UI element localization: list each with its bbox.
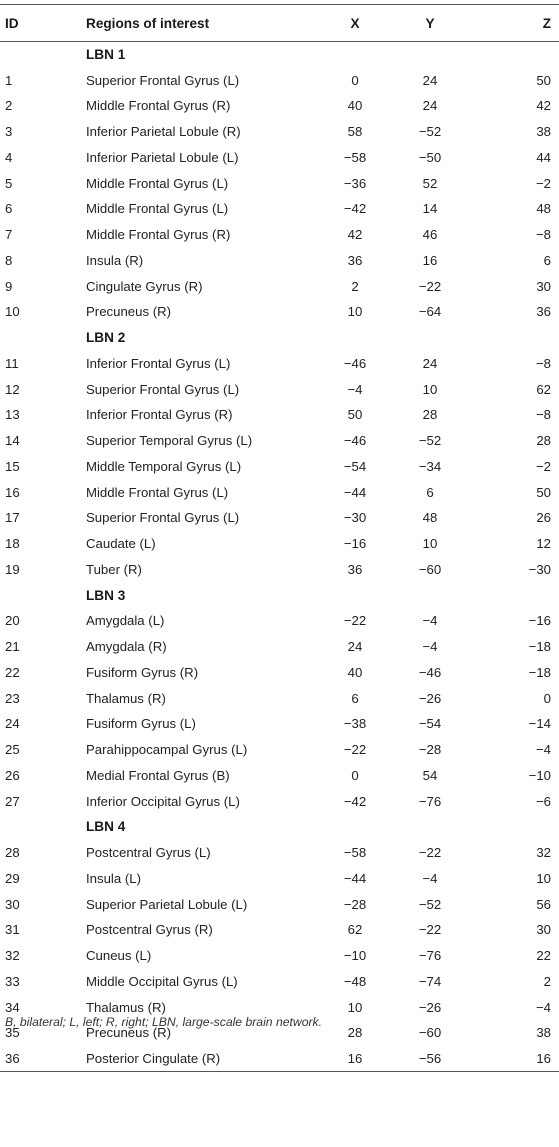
row-x: −54 [343, 458, 367, 474]
header-y: Y [388, 5, 472, 42]
table-row [0, 402, 559, 428]
row-y: 16 [422, 252, 438, 268]
row-region: Inferior Parietal Lobule (R) [86, 124, 241, 140]
table-row [0, 943, 559, 969]
table-row [0, 1046, 559, 1072]
row-x: 10 [347, 304, 363, 320]
row-y: −4 [422, 870, 438, 886]
row-region: Postcentral Gyrus (L) [86, 845, 211, 861]
table-row [0, 145, 559, 171]
table-row [0, 840, 559, 866]
row-id: 12 [5, 381, 20, 397]
row-y: 10 [422, 381, 438, 397]
group-name: LBN 4 [86, 819, 126, 835]
group-empty-cell [0, 42, 78, 68]
row-region: Superior Temporal Gyrus (L) [86, 433, 253, 449]
row-region: Insula (R) [86, 252, 144, 268]
table-row [0, 737, 559, 763]
row-z: 50 [536, 72, 551, 88]
table-row [0, 531, 559, 557]
table-row [0, 376, 559, 402]
row-z: 2 [543, 973, 551, 989]
row-id: 4 [5, 149, 13, 165]
table-row [0, 479, 559, 505]
row-id: 17 [5, 510, 20, 526]
row-id: 29 [5, 870, 20, 886]
row-x: −42 [343, 793, 367, 809]
row-y: −34 [418, 458, 442, 474]
row-y: −60 [418, 1025, 442, 1041]
row-region: Middle Frontal Gyrus (R) [86, 98, 231, 114]
row-z: 48 [536, 201, 551, 217]
row-z: 26 [536, 510, 551, 526]
row-y: 24 [422, 98, 438, 114]
row-z: 30 [536, 922, 551, 938]
row-region: Amygdala (L) [86, 613, 165, 629]
row-region: Medial Frontal Gyrus (B) [86, 767, 230, 783]
row-x: 0 [351, 72, 359, 88]
row-y: −26 [418, 690, 442, 706]
row-z: 32 [536, 845, 551, 861]
header-z: Z [472, 5, 559, 42]
row-y: −60 [418, 561, 442, 577]
row-region: Fusiform Gyrus (R) [86, 664, 199, 680]
table-row [0, 299, 559, 325]
group-header-row [0, 42, 559, 68]
row-y: −22 [418, 922, 442, 938]
row-id: 11 [5, 355, 19, 371]
row-z: 38 [536, 1025, 551, 1041]
row-y: 28 [422, 407, 438, 423]
row-region: Superior Parietal Lobule (L) [86, 896, 248, 912]
row-region: Posterior Cingulate (R) [78, 1046, 322, 1072]
table-row [0, 67, 559, 93]
table-row [0, 788, 559, 814]
group-header-row [0, 814, 559, 840]
row-x: 0 [351, 767, 359, 783]
row-x: −22 [343, 613, 367, 629]
row-z: −4 [535, 742, 551, 758]
row-z: −8 [535, 407, 551, 423]
row-id: 21 [5, 639, 20, 655]
row-region: Superior Frontal Gyrus (L) [86, 72, 240, 88]
row-y: 54 [422, 767, 438, 783]
row-x: 40 [347, 664, 363, 680]
row-id: 10 [5, 304, 20, 320]
table-header [0, 5, 559, 42]
row-region: Inferior Frontal Gyrus (L) [86, 355, 231, 371]
row-z: 28 [536, 433, 551, 449]
regions-table [0, 4, 559, 1072]
row-id: 9 [5, 278, 13, 294]
row-region: Inferior Parietal Lobule (L) [86, 149, 239, 165]
row-id: 34 [5, 999, 20, 1015]
row-region: Superior Frontal Gyrus (L) [86, 510, 240, 526]
group-empty-cell [0, 814, 78, 840]
row-y: −4 [422, 639, 438, 655]
row-x: 10 [347, 999, 363, 1015]
row-y: 48 [422, 510, 438, 526]
row-id: 13 [5, 407, 20, 423]
row-x: 16 [322, 1046, 388, 1072]
row-region: Middle Frontal Gyrus (L) [86, 175, 229, 191]
row-x: −44 [343, 870, 367, 886]
row-x: 28 [347, 1025, 363, 1041]
row-x: −10 [343, 948, 367, 964]
row-region: Thalamus (R) [86, 690, 166, 706]
row-region: Insula (L) [86, 870, 141, 886]
row-z: 36 [536, 304, 551, 320]
row-id: 23 [5, 690, 20, 706]
row-z: −18 [528, 664, 551, 680]
group-header-row [0, 582, 559, 608]
row-x: 36 [347, 561, 363, 577]
row-x: −22 [343, 742, 367, 758]
row-region: Superior Frontal Gyrus (L) [86, 381, 240, 397]
row-region: Cuneus (L) [86, 948, 152, 964]
row-x: −42 [343, 201, 367, 217]
table-row [0, 557, 559, 583]
row-id: 15 [5, 458, 20, 474]
row-x: −58 [343, 845, 367, 861]
table-row [0, 917, 559, 943]
table-row [0, 505, 559, 531]
row-x: −36 [343, 175, 367, 191]
row-id: 19 [5, 561, 20, 577]
row-region: Precuneus (R) [86, 304, 172, 320]
table-row [0, 273, 559, 299]
table-row [0, 685, 559, 711]
row-x: −44 [343, 484, 367, 500]
row-id: 7 [5, 227, 13, 243]
row-region: Middle Frontal Gyrus (R) [86, 227, 231, 243]
row-x: −4 [347, 381, 363, 397]
group-name: LBN 2 [86, 330, 126, 346]
table-row [0, 93, 559, 119]
row-region: Caudate (L) [86, 536, 156, 552]
row-x: −46 [343, 355, 367, 371]
table-row [0, 866, 559, 892]
row-x: 2 [351, 278, 359, 294]
table-row [0, 248, 559, 274]
row-z: −2 [535, 458, 551, 474]
row-y: 6 [426, 484, 434, 500]
row-x: 36 [347, 252, 363, 268]
row-id: 25 [5, 742, 20, 758]
row-z: 6 [543, 252, 551, 268]
row-y: 24 [422, 72, 438, 88]
row-region: Inferior Occipital Gyrus (L) [86, 793, 240, 809]
row-y: 14 [422, 201, 438, 217]
row-id: 22 [5, 664, 20, 680]
row-z: 44 [536, 149, 551, 165]
row-z: 56 [536, 896, 551, 912]
row-region: Amygdala (R) [86, 639, 167, 655]
table-row [0, 660, 559, 686]
table-row [0, 119, 559, 145]
row-id: 3 [5, 124, 13, 140]
row-id: 14 [5, 433, 20, 449]
row-x: −30 [343, 510, 367, 526]
table-footnote: B, bilateral; L, left; R, right; LBN, large-scale brain network. [5, 1015, 323, 1029]
row-z: −14 [528, 716, 551, 732]
row-y: −50 [418, 149, 442, 165]
row-x: 6 [351, 690, 359, 706]
row-y: −56 [388, 1046, 472, 1072]
row-y: 52 [422, 175, 438, 191]
row-y: −28 [418, 742, 442, 758]
row-y: 10 [422, 536, 438, 552]
row-z: −10 [528, 767, 551, 783]
row-x: 24 [347, 639, 363, 655]
row-y: −52 [418, 124, 442, 140]
table-row [0, 196, 559, 222]
row-z: −8 [535, 227, 551, 243]
header-region: Regions of interest [78, 5, 322, 42]
row-id: 36 [0, 1046, 78, 1072]
row-z: −30 [528, 561, 551, 577]
row-x: −16 [343, 536, 367, 552]
group-name: LBN 3 [86, 587, 126, 603]
row-z: 16 [472, 1046, 559, 1072]
row-x: 62 [347, 922, 363, 938]
table-row [0, 351, 559, 377]
row-x: −38 [343, 716, 367, 732]
header-row [0, 5, 559, 42]
row-id: 35 [5, 1025, 20, 1041]
row-x: 50 [347, 407, 363, 423]
row-y: −22 [418, 278, 442, 294]
table-row [0, 608, 559, 634]
row-id: 5 [5, 175, 13, 191]
row-z: −2 [535, 175, 551, 191]
row-region: Middle Occipital Gyrus (L) [86, 973, 238, 989]
row-region: Cingulate Gyrus (R) [86, 278, 203, 294]
row-z: 50 [536, 484, 551, 500]
table-row [0, 170, 559, 196]
row-y: −54 [418, 716, 442, 732]
row-y: 46 [422, 227, 438, 243]
row-x: −48 [343, 973, 367, 989]
row-z: −18 [528, 639, 551, 655]
row-y: −74 [418, 973, 442, 989]
table-row [0, 711, 559, 737]
row-region: Precuneus (R) [86, 1025, 172, 1041]
group-header-row [0, 325, 559, 351]
row-region: Inferior Frontal Gyrus (R) [86, 407, 233, 423]
row-z: 62 [536, 381, 551, 397]
row-x: 40 [347, 98, 363, 114]
row-x: −58 [343, 149, 367, 165]
table-row [0, 763, 559, 789]
row-y: −26 [418, 999, 442, 1015]
row-region: Fusiform Gyrus (L) [86, 716, 196, 732]
row-z: −6 [535, 793, 551, 809]
row-y: −22 [418, 845, 442, 861]
table-body [0, 42, 559, 1072]
group-empty-cell [0, 325, 78, 351]
row-y: −46 [418, 664, 442, 680]
row-z: −8 [535, 355, 551, 371]
row-id: 1 [5, 72, 13, 88]
row-id: 2 [5, 98, 13, 114]
row-y: −52 [418, 433, 442, 449]
table-row [0, 428, 559, 454]
row-z: 22 [536, 948, 551, 964]
row-id: 20 [5, 613, 20, 629]
row-z: −16 [528, 613, 551, 629]
row-y: −52 [418, 896, 442, 912]
row-region: Tuber (R) [86, 561, 142, 577]
row-id: 27 [5, 793, 20, 809]
row-id: 16 [5, 484, 20, 500]
row-id: 6 [5, 201, 13, 217]
table-row [0, 454, 559, 480]
row-y: −76 [418, 793, 442, 809]
table-row [0, 222, 559, 248]
row-x: −28 [343, 896, 367, 912]
header-x: X [322, 5, 388, 42]
row-z: 38 [536, 124, 551, 140]
row-id: 33 [5, 973, 20, 989]
row-z: 12 [536, 536, 551, 552]
table-row [0, 634, 559, 660]
row-region: Middle Frontal Gyrus (L) [86, 484, 229, 500]
header-id: ID [0, 5, 78, 42]
row-x: 42 [347, 227, 363, 243]
row-id: 32 [5, 948, 20, 964]
row-z: 0 [543, 690, 551, 706]
row-y: −76 [418, 948, 442, 964]
row-region: Thalamus (R) [86, 999, 166, 1015]
group-empty-cell [0, 582, 78, 608]
row-id: 31 [5, 922, 20, 938]
row-region: Postcentral Gyrus (R) [86, 922, 213, 938]
row-y: −4 [422, 613, 438, 629]
row-id: 28 [5, 845, 20, 861]
row-region: Middle Temporal Gyrus (L) [86, 458, 242, 474]
group-name: LBN 1 [86, 47, 126, 63]
row-z: 10 [536, 870, 551, 886]
row-region: Middle Frontal Gyrus (L) [86, 201, 229, 217]
row-x: −46 [343, 433, 367, 449]
table-row [0, 969, 559, 995]
row-id: 26 [5, 767, 20, 783]
row-y: −64 [418, 304, 442, 320]
row-id: 8 [5, 252, 13, 268]
row-z: 30 [536, 278, 551, 294]
row-id: 30 [5, 896, 20, 912]
table-row [0, 891, 559, 917]
row-z: −4 [535, 999, 551, 1015]
row-y: 24 [422, 355, 438, 371]
row-z: 42 [536, 98, 551, 114]
row-x: 58 [347, 124, 363, 140]
row-region: Parahippocampal Gyrus (L) [86, 742, 248, 758]
row-id: 24 [5, 716, 20, 732]
row-id: 18 [5, 536, 20, 552]
